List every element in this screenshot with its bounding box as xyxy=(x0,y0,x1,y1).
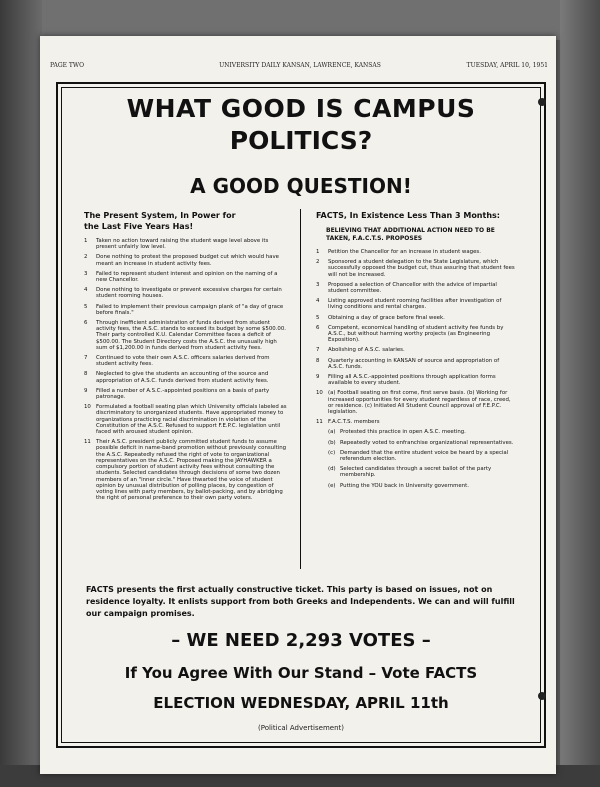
page-header xyxy=(50,62,550,74)
sub-item-text: Selected candidates through a secret ballot of the party membership. xyxy=(340,466,492,479)
left-item xyxy=(84,439,290,501)
sub-item-letter: (d) xyxy=(328,466,336,473)
left-item xyxy=(84,320,290,351)
item-text: Competent, economical handling of student activity fee funds by A.S.C., but without harming worthy projects (as Engineering Exposition). xyxy=(328,324,504,344)
item-number: 8 xyxy=(84,371,88,378)
sub-item-text: Protested this practice in open A.S.C. meeting. xyxy=(340,429,466,436)
item-text: Neglected to give the students an accounting of the source and appropriation of A.S.C. funds derived from student activity fees. xyxy=(96,371,269,384)
left-item xyxy=(84,271,290,283)
left-column xyxy=(84,210,290,505)
sub-item-letter: (a) xyxy=(328,429,336,436)
item-text: F.A.C.T.S. members xyxy=(328,419,380,426)
right-sub-item xyxy=(316,450,516,462)
masthead: UNIVERSITY DAILY KANSAN, LAWRENCE, KANSAS xyxy=(219,62,381,69)
background-right xyxy=(560,0,600,787)
right-item xyxy=(316,419,516,425)
sub-item-text: Putting the YOU back in University government. xyxy=(340,482,469,489)
sub-item-text: Demanded that the entire student voice be heard by a special referendum election. xyxy=(340,449,509,463)
right-column xyxy=(316,210,516,493)
item-text: Formulated a football seating plan which University officials labeled as discriminatory to unorganized students. Have appropriated money to organizations practicing racial discrimination in violation of the Constitution of the A.S.C. Refused to support F.E.P.C. legislation until faced with aroused student opinion. xyxy=(96,404,287,436)
left-column-heading xyxy=(84,210,290,232)
right-item xyxy=(316,390,516,415)
item-number: 6 xyxy=(84,320,88,327)
election-date: ELECTION WEDNESDAY, APRIL 11th xyxy=(153,694,449,712)
item-text: Failed to implement their previous campaign plank of "a day of grace before finals." xyxy=(96,303,284,316)
right-item xyxy=(316,249,516,255)
left-item xyxy=(84,371,290,383)
item-number: 9 xyxy=(84,387,88,394)
item-text: Filled a number of A.S.C.-appointed positions on a basis of party patronage. xyxy=(96,387,270,401)
binder-clip-icon xyxy=(538,98,546,106)
right-column-subheading: BELIEVING THAT ADDITIONAL ACTION NEED TO BE TAKEN, F.A.C.T.S. PROPOSES xyxy=(326,227,495,242)
item-text: Filling all A.S.C.-appointed positions through application forms available to every student. xyxy=(328,374,496,387)
closing-paragraph: FACTS presents the first actually constructive ticket. This party is based on issues, not on residence loyalty. It enlists support from both Greeks and Independents. We can and will fulfill our campaign promises. xyxy=(86,585,515,618)
right-sub-item xyxy=(316,429,516,435)
headline-line-3: A GOOD QUESTION! xyxy=(190,174,412,198)
right-item xyxy=(316,347,516,353)
left-item-list xyxy=(84,238,290,501)
item-text: Quarterly accounting in KANSAN of source and appropriation of A.S.C. funds. xyxy=(328,357,500,370)
item-number: 11 xyxy=(84,439,91,446)
item-text: Their A.S.C. president publicly committed student funds to assume possible deficit in name-band promotion without previously consulting the A.S.C. Repeatedly refused the right of vote to organizational representatives on the A.S.C. Proposed making the JAYHAWKER a compulsory portion of student activity fees without consulting the students. Selected candidates through decisions of some two dozen members of an "inner circle." Have thwarted the voice of student opinion by unusual distribution of polling places, by congestion of voting lines with party members, by ballot-packing, and by abridging the right of personal preference to their own party voters. xyxy=(96,439,287,502)
right-item xyxy=(316,315,516,321)
item-number: 4 xyxy=(84,287,88,294)
vote-facts-slogan: If You Agree With Our Stand – Vote FACTS xyxy=(124,664,478,682)
left-item xyxy=(84,254,290,266)
item-number: 10 xyxy=(316,390,323,397)
item-text: Petition the Chancellor for an increase in student wages. xyxy=(328,249,481,255)
left-item xyxy=(84,355,290,367)
item-number: 5 xyxy=(84,303,88,310)
item-text: Abolishing of A.S.C. salaries. xyxy=(328,347,405,354)
item-text: Through inefficient administration of funds derived from student activity fees, the A.S.C. stands to exceed its budget by some $500.00. Their party controlled K.U. Calendar Committee faces a deficit of $500.00. The Student Directory costs the A.S.C. the unusually high sum of $1,200.00 in funds derived from student activity fees. xyxy=(96,320,286,351)
item-text: Listing approved student rooming facilities after investigation of living conditions and rental charges. xyxy=(328,298,502,311)
right-sub-item xyxy=(316,483,516,489)
right-item-list xyxy=(316,249,516,489)
item-number: 2 xyxy=(84,254,88,261)
left-item xyxy=(84,238,290,250)
item-text: (a) Football seating on first come, first serve basis. (b) Working for increased opportunities for every student regardless of race, creed, or residence. (c) Initiated All Student Council approval of F.E.P.C. legislation. xyxy=(328,390,511,416)
item-number: 2 xyxy=(316,259,320,266)
right-sub-item xyxy=(316,466,516,478)
item-number: 3 xyxy=(316,281,320,288)
headline-line-2: POLITICS? xyxy=(229,126,373,155)
item-text: Obtaining a day of grace before final week. xyxy=(328,314,445,321)
item-number: 4 xyxy=(316,298,320,305)
column-divider xyxy=(300,209,301,569)
left-item xyxy=(84,404,290,435)
item-text: Continued to vote their own A.S.C. officers salaries derived from student activity fees. xyxy=(96,355,270,368)
item-number: 3 xyxy=(84,270,88,277)
right-item xyxy=(316,374,516,386)
right-sub-item xyxy=(316,440,516,446)
item-number: 8 xyxy=(316,357,320,364)
right-item xyxy=(316,259,516,278)
item-number: 1 xyxy=(84,238,88,244)
item-number: 11 xyxy=(316,419,323,426)
right-column-heading: FACTS, In Existence Less Than 3 Months: xyxy=(316,211,500,220)
item-number: 9 xyxy=(316,374,320,381)
sub-item-text: Repeatedly voted to enfranchise organizational representatives. xyxy=(340,439,514,446)
right-item xyxy=(316,325,516,344)
item-number: 1 xyxy=(316,249,320,255)
left-item xyxy=(84,287,290,299)
sub-item-letter: (b) xyxy=(328,439,336,446)
item-number: 7 xyxy=(316,347,320,354)
right-item xyxy=(316,358,516,370)
advertisement-box xyxy=(56,82,546,748)
item-number: 6 xyxy=(316,324,320,331)
headline-line-1: WHAT GOOD IS CAMPUS xyxy=(126,94,476,123)
sub-item-letter: (e) xyxy=(328,482,336,489)
newspaper-page xyxy=(40,36,556,774)
item-text: Done nothing to investigate or prevent excessive charges for certain student rooming houses. xyxy=(96,287,282,300)
item-text: Proposed a selection of Chancellor with the advice of impartial student committee. xyxy=(328,281,497,295)
item-number: 7 xyxy=(84,355,88,362)
item-number: 5 xyxy=(316,314,320,321)
right-item xyxy=(316,298,516,310)
binder-clip-icon xyxy=(538,692,546,700)
item-number: 10 xyxy=(84,404,91,411)
votes-needed: – WE NEED 2,293 VOTES – xyxy=(171,630,431,651)
sub-item-letter: (c) xyxy=(328,449,336,456)
political-ad-note: (Political Advertisement) xyxy=(258,724,344,732)
left-item xyxy=(84,304,290,316)
background-left xyxy=(0,0,42,787)
left-heading-line-2: the Last Five Years Has! xyxy=(84,222,194,231)
issue-date: TUESDAY, APRIL 10, 1951 xyxy=(466,62,548,69)
page-number: PAGE TWO xyxy=(50,62,84,69)
item-text: Failed to represent student interest and opinion on the naming of a new Chancellor. xyxy=(96,270,278,284)
item-text: Sponsored a student delegation to the State Legislature, which successfully opposed the budget cut, thus assuring that student fees will not be increased. xyxy=(328,259,515,278)
item-text: Taken no action toward raising the student wage level above its present unfairly low level. xyxy=(96,238,269,251)
right-item xyxy=(316,282,516,294)
item-text: Done nothing to protest the proposed budget cut which would have meant an increase in student activity fees. xyxy=(96,254,279,267)
left-heading-line-1: The Present System, In Power for xyxy=(84,211,236,220)
left-item xyxy=(84,388,290,400)
background-top xyxy=(0,0,600,40)
